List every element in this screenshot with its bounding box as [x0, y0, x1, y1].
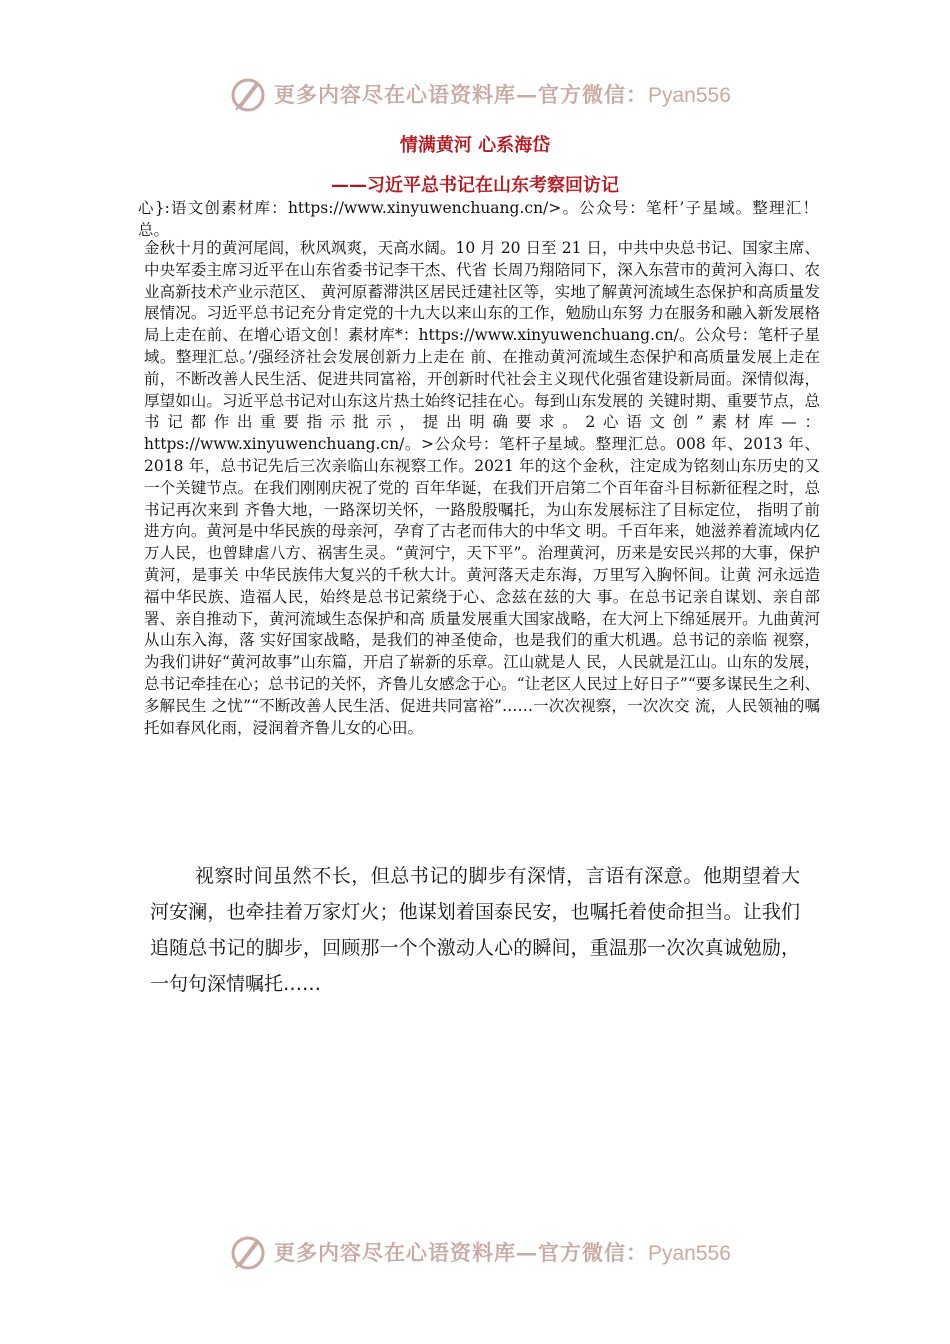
source-note: 心}:语文创素材库：https://www.xinyuwenchuang.cn/>。公众号：笔杆’子星域。整理汇！总。	[138, 199, 818, 239]
banner-wechat-handle: Pyan556	[648, 1242, 731, 1265]
banner-label: 更多内容尽在心语资料库—官方微信：	[274, 1240, 648, 1265]
page-subtitle: ——习近平总书记在山东考察回访记	[331, 175, 619, 196]
banner-wechat-handle: Pyan556	[648, 84, 731, 107]
banner-text	[274, 79, 731, 109]
header-banner	[228, 72, 731, 116]
banner-label: 更多内容尽在心语资料库—官方微信：	[274, 82, 648, 107]
footer-banner	[228, 1230, 731, 1274]
closing-paragraph: 视察时间虽然不长，但总书记的脚步有深情，言语有深意。他期望着大河安澜，也牵挂着万家灯火；他谋划着国泰民安，也嘱托着使命担当。让我们追随总书记的脚步，回顾那一个个激动人心的瞬间，重温那一次次真诚勉励，一句句深情嘱托……	[150, 865, 800, 995]
quill-pen-logo-icon	[228, 74, 268, 114]
page-title: 情满黄河 心系海岱	[399, 135, 551, 156]
body-paragraph: 金秋十月的黄河尾闾，秋风飒爽，天高水阔。10 月 20 日至 21 日，中共中央总书记、国家主席、中央军委主席习近平在山东省委书记李干杰、代省 长周乃翔陪同下，深入东营市的黄河入海口、农业高新技术产业示范区、 黄河原蓄滞洪区居民迁建社区等，实地了解黄河流域生态保护和高质量发 展情况。习近平总书记充分肯定党的十九大以来山东的工作，勉励山东努 力在服务和融入新发展格局上走在前、在增心语文创！素材库*：https://www.xinyuwenchuang.cn/。公众号：笔杆子星域。整理汇总。’/强经济社会发展创新力上走在 前、在推动黄河流域生态保护和高质量发展上走在前，不断改善人民生活、促进共同富裕，开创新时代社会主义现代化强省建设新局面。深情似海， 厚望如山。习近平总书记对山东这片热土始终记挂在心。每到山东发展的 关键时期、重要节点，总书记都作出重要指示批示，提出明确要求。2心语文创”素材库—：https://www.xinyuwenchuang.cn/。>公众号：笔杆子星域。整理汇总。008 年、2013 年、2018 年，总书记先后三次亲临山东视察工作。2021 年的这个金秋，注定成为铭刻山东历史的又一个关键节点。在我们刚刚庆祝了党的 百年华诞，在我们开启第二个百年奋斗目标新征程之时，总书记再次来到 齐鲁大地，一路深切关怀，一路殷殷嘱托，为山东发展标注了目标定位， 指明了前进方向。黄河是中华民族的母亲河，孕育了古老而伟大的中华文 明。千百年来，她滋养着流域内亿万人民，也曾肆虐八方、祸害生灵。“黄河宁，天下平”。治理黄河，历来是安民兴邦的大事，保护黄河，是事关 中华民族伟大复兴的千秋大计。黄河落天走东海，万里写入胸怀间。让黄 河永远造福中华民族、造福人民，始终是总书记萦绕于心、念兹在兹的大 事。在总书记亲自谋划、亲自部署、亲自推动下，黄河流域生态保护和高 质量发展重大国家战略，在大河上下绵延展开。九曲黄河从山东入海，落 实好国家战略，是我们的神圣使命，也是我们的重大机遇。总书记的亲临 视察，为我们讲好“黄河故事”山东篇，开启了崭新的乐章。江山就是人 民，人民就是江山。山东的发展，总书记牵挂在心；总书记的关怀，齐鲁儿女感念于心。“让老区人民过上好日子”“要多谋民生之利、多解民生 之忧”“不断改善人民生活、促进共同富裕”……一次次视察，一次次交 流，人民领袖的嘱托如春风化雨，浸润着齐鲁儿女的心田。	[144, 239, 820, 737]
banner-text	[274, 1237, 731, 1267]
quill-pen-logo-icon	[228, 1232, 268, 1272]
